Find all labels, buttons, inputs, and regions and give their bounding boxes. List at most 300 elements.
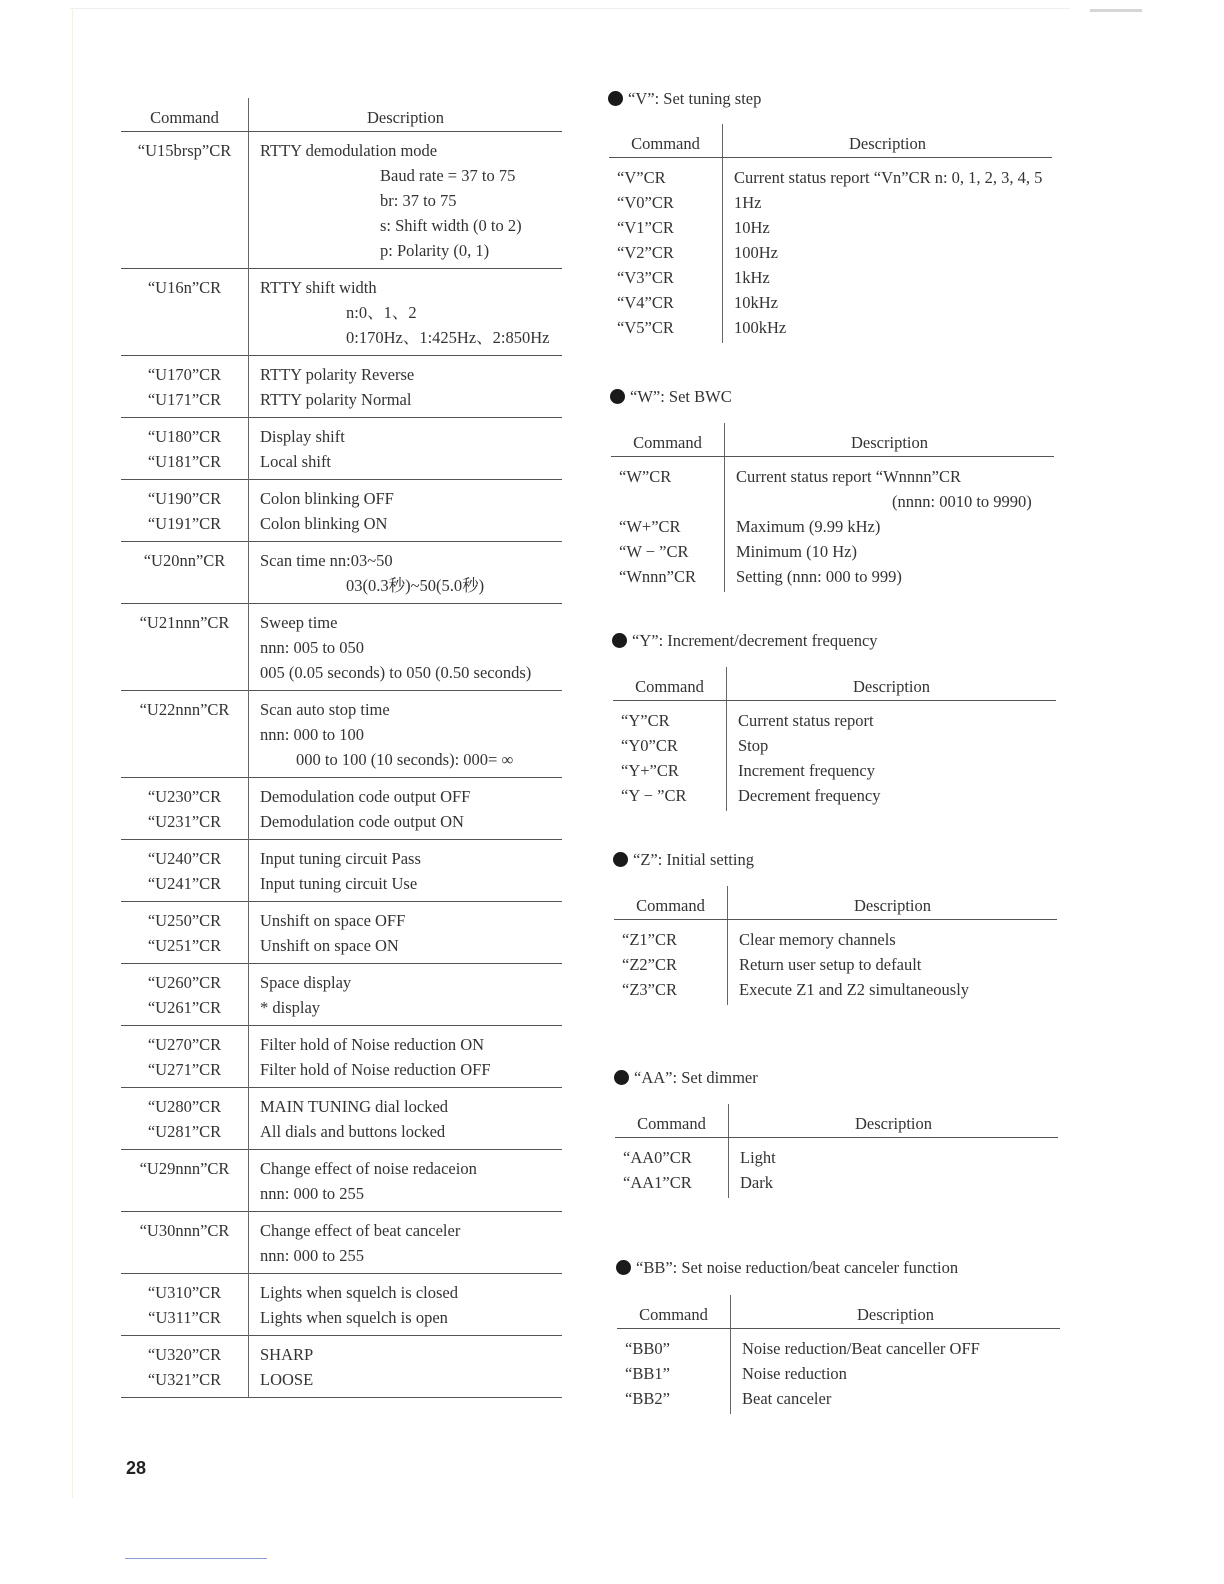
table-row (121, 747, 562, 778)
description-cell (249, 300, 563, 325)
command-cell (121, 356, 249, 388)
section-title-v (608, 89, 761, 109)
section-table-w (611, 423, 1054, 592)
description-line: LOOSE (260, 1370, 314, 1389)
command-group (121, 691, 562, 778)
command-code: “V5”CR (617, 318, 674, 337)
command-cell (611, 564, 725, 592)
command-group (121, 1088, 562, 1150)
header-row (609, 124, 1052, 158)
description-cell (723, 158, 1053, 191)
command-cell (615, 1138, 729, 1171)
table-row (613, 701, 1056, 734)
description-line: 000 to 100 (10 seconds): 000= ∞ (296, 750, 514, 769)
description-cell (723, 240, 1053, 265)
description-line: Decrement frequency (738, 786, 881, 805)
column-header-command: Command (617, 1295, 731, 1329)
command-cell (121, 1057, 249, 1088)
table-row (121, 871, 562, 902)
table-body (609, 158, 1052, 344)
description-cell (729, 1170, 1059, 1198)
table-row (121, 1119, 562, 1150)
command-code: “U231”CR (147, 812, 222, 831)
header-row (614, 886, 1057, 920)
description-line: Filter hold of Noise reduction ON (260, 1035, 485, 1054)
column-header-command: Command (609, 124, 723, 158)
table-header (613, 667, 1056, 701)
command-cell (121, 1088, 249, 1120)
command-cell (121, 747, 249, 778)
command-cell (614, 920, 728, 953)
description-line: 1Hz (734, 193, 762, 212)
section-table-z (614, 886, 1057, 1005)
command-code: “U310”CR (147, 1283, 222, 1302)
command-group (121, 132, 562, 269)
command-code: “BB0” (625, 1339, 670, 1358)
description-cell (249, 542, 563, 574)
command-cell (121, 1305, 249, 1336)
description-line: RTTY polarity Reverse (260, 365, 415, 384)
command-code: “U30nnn”CR (139, 1221, 230, 1240)
description-line: Current status report “Vn”CR n: 0, 1, 2, 3, 4, 5 (734, 168, 1043, 187)
table-row (121, 1026, 562, 1058)
description-cell (249, 691, 563, 723)
table-row (121, 1367, 562, 1398)
command-cell (613, 701, 727, 734)
command-cell (121, 511, 249, 542)
table-row (609, 315, 1052, 343)
table-row (609, 158, 1052, 191)
description-line: Filter hold of Noise reduction OFF (260, 1060, 491, 1079)
section-table-bb (617, 1295, 1060, 1414)
command-code: “U21nnn”CR (139, 613, 230, 632)
table-row (121, 778, 562, 810)
table-row (121, 418, 562, 450)
command-code: “U260”CR (147, 973, 222, 992)
table-body (615, 1138, 1058, 1199)
command-code: “U240”CR (147, 849, 222, 868)
command-cell (615, 1170, 729, 1198)
section-table-v (609, 124, 1052, 343)
description-cell (249, 1367, 563, 1398)
description-cell (731, 1329, 1061, 1362)
command-group (121, 1212, 562, 1274)
command-cell (121, 163, 249, 188)
description-line: Lights when squelch is open (260, 1308, 448, 1327)
description-cell (249, 902, 563, 934)
table-row (609, 240, 1052, 265)
table-row (121, 1243, 562, 1274)
description-line: br: 37 to 75 (380, 191, 457, 210)
command-cell (121, 691, 249, 723)
table-row (121, 1181, 562, 1212)
command-cell (609, 190, 723, 215)
description-line: RTTY polarity Normal (260, 390, 412, 409)
command-code: “BB2” (625, 1389, 670, 1408)
command-cell (121, 635, 249, 660)
command-cell (614, 952, 728, 977)
table-row (613, 758, 1056, 783)
description-line: Maximum (9.99 kHz) (736, 517, 881, 536)
command-code: “V4”CR (617, 293, 674, 312)
command-group (121, 604, 562, 691)
section-title-z (613, 850, 754, 870)
column-header-description: Description (728, 886, 1058, 920)
description-line: Sweep time (260, 613, 338, 632)
command-group (121, 1274, 562, 1336)
description-line: Lights when squelch is closed (260, 1283, 458, 1302)
table-row (121, 722, 562, 747)
bullet-icon (610, 389, 625, 404)
description-line: 1kHz (734, 268, 770, 287)
column-header-description: Description (729, 1104, 1059, 1138)
description-cell (723, 315, 1053, 343)
column-header-description: Description (249, 98, 563, 132)
command-code: “Z1”CR (622, 930, 677, 949)
description-line: Baud rate = 37 to 75 (380, 166, 516, 185)
section-table-y (613, 667, 1056, 811)
table-row (121, 356, 562, 388)
description-line: Unshift on space ON (260, 936, 399, 955)
command-code: “U281”CR (147, 1122, 222, 1141)
description-line: Increment frequency (738, 761, 875, 780)
command-code: “W”CR (619, 467, 672, 486)
command-group (121, 778, 562, 840)
description-line: * display (260, 998, 321, 1017)
description-line: nnn: 000 to 255 (260, 1184, 365, 1203)
table-row (615, 1170, 1058, 1198)
description-line: RTTY demodulation mode (260, 141, 438, 160)
table-row (121, 933, 562, 964)
description-cell (249, 213, 563, 238)
command-cell (613, 783, 727, 811)
table-body (614, 920, 1057, 1006)
command-code: “Y”CR (621, 711, 670, 730)
table-row (611, 564, 1054, 592)
table-row (121, 511, 562, 542)
command-code: “V”CR (617, 168, 666, 187)
description-line: Clear memory channels (739, 930, 896, 949)
description-cell (249, 1336, 563, 1368)
command-cell (121, 188, 249, 213)
section-title-y (612, 631, 878, 651)
command-code: “U270”CR (147, 1035, 222, 1054)
command-group (121, 902, 562, 964)
description-line: RTTY shift width (260, 278, 377, 297)
column-header-command: Command (613, 667, 727, 701)
command-cell (121, 213, 249, 238)
column-header-command: Command (121, 98, 249, 132)
description-cell (723, 290, 1053, 315)
description-cell (249, 387, 563, 418)
command-cell (121, 1181, 249, 1212)
section-title-text: “W”: Set BWC (630, 387, 732, 406)
command-cell (609, 215, 723, 240)
command-group (121, 542, 562, 604)
description-line: 03(0.3秒)~50(5.0秒) (346, 576, 485, 595)
command-cell (121, 722, 249, 747)
description-cell (249, 635, 563, 660)
table-row (121, 840, 562, 872)
column-header-command: Command (611, 423, 725, 457)
description-line: nnn: 000 to 255 (260, 1246, 365, 1265)
description-cell (731, 1386, 1061, 1414)
header-row (615, 1104, 1058, 1138)
column-header-description: Description (723, 124, 1053, 158)
command-cell (611, 514, 725, 539)
description-cell (249, 604, 563, 636)
description-cell (727, 701, 1057, 734)
table-row (614, 952, 1057, 977)
column-header-command: Command (615, 1104, 729, 1138)
description-line: Return user setup to default (739, 955, 922, 974)
command-cell (121, 269, 249, 301)
command-code: “Y − ”CR (621, 786, 687, 805)
command-group (121, 356, 562, 418)
description-line: Demodulation code output ON (260, 812, 464, 831)
command-cell (617, 1329, 731, 1362)
command-cell (121, 604, 249, 636)
table-row (617, 1329, 1060, 1362)
command-cell (121, 1243, 249, 1274)
description-line: Current status report (738, 711, 874, 730)
description-line: s: Shift width (0 to 2) (380, 216, 522, 235)
bullet-icon (616, 1260, 631, 1275)
command-code: “Y+”CR (621, 761, 679, 780)
table-row (121, 480, 562, 512)
description-cell (723, 190, 1053, 215)
description-cell (249, 511, 563, 542)
command-cell (613, 733, 727, 758)
command-cell (121, 1150, 249, 1182)
command-cell (617, 1361, 731, 1386)
table-row (121, 573, 562, 604)
section-title-text: “V”: Set tuning step (628, 89, 762, 108)
table-row (617, 1361, 1060, 1386)
command-cell (121, 542, 249, 574)
command-cell (121, 300, 249, 325)
description-line: Unshift on space OFF (260, 911, 406, 930)
description-line: Beat canceler (742, 1389, 832, 1408)
command-code: “U250”CR (147, 911, 222, 930)
page-number: 28 (126, 1458, 147, 1478)
description-line: (nnnn: 0010 to 9990) (892, 492, 1032, 511)
description-line: n:0、1、2 (346, 303, 417, 322)
description-line: Input tuning circuit Pass (260, 849, 421, 868)
description-cell (249, 163, 563, 188)
command-cell (611, 539, 725, 564)
table-row (121, 1336, 562, 1368)
description-line: Space display (260, 973, 352, 992)
description-cell (249, 188, 563, 213)
table-row (121, 1274, 562, 1306)
description-cell (249, 356, 563, 388)
u-command-table (121, 98, 562, 1398)
description-cell (725, 564, 1055, 592)
command-group (121, 480, 562, 542)
description-cell (728, 952, 1058, 977)
scan-corner-mark (1090, 9, 1142, 12)
command-cell (121, 871, 249, 902)
command-code: “U271”CR (147, 1060, 222, 1079)
command-group (121, 1026, 562, 1088)
command-cell (121, 902, 249, 934)
bullet-icon (608, 91, 623, 106)
description-line: Scan auto stop time (260, 700, 390, 719)
command-code: “W − ”CR (619, 542, 689, 561)
table-row (121, 325, 562, 356)
description-cell (249, 238, 563, 269)
table-body (613, 701, 1056, 812)
description-line: Demodulation code output OFF (260, 787, 471, 806)
command-cell (121, 840, 249, 872)
description-cell (249, 722, 563, 747)
column-header-description: Description (727, 667, 1057, 701)
table-body (617, 1329, 1060, 1415)
table-row (121, 1212, 562, 1244)
command-cell (609, 265, 723, 290)
section-title-text: “AA”: Set dimmer (634, 1068, 758, 1087)
description-line: Local shift (260, 452, 332, 471)
table-row (121, 902, 562, 934)
command-cell (121, 1274, 249, 1306)
table-row (611, 457, 1054, 515)
description-cell (727, 733, 1057, 758)
table-row (121, 635, 562, 660)
description-cell (723, 265, 1053, 290)
description-line: Stop (738, 736, 769, 755)
command-code: “U280”CR (147, 1097, 222, 1116)
bullet-icon (614, 1070, 629, 1085)
description-line: All dials and buttons locked (260, 1122, 446, 1141)
description-cell (729, 1138, 1059, 1171)
table-header (609, 124, 1052, 158)
command-code: “AA1”CR (623, 1173, 692, 1192)
command-code: “W+”CR (619, 517, 681, 536)
command-code: “U15brsp”CR (137, 141, 232, 160)
column-header-description: Description (725, 423, 1055, 457)
table-row (121, 964, 562, 996)
column-header-command: Command (614, 886, 728, 920)
command-cell (121, 132, 249, 164)
description-line: MAIN TUNING dial locked (260, 1097, 449, 1116)
description-line: SHARP (260, 1345, 314, 1364)
description-line: Colon blinking ON (260, 514, 388, 533)
description-cell (249, 1026, 563, 1058)
table-row (121, 132, 562, 164)
table-row (613, 783, 1056, 811)
command-code: “U320”CR (147, 1345, 222, 1364)
description-cell (249, 1305, 563, 1336)
command-code: “U311”CR (148, 1308, 221, 1327)
description-line: 0:170Hz、1:425Hz、2:850Hz (346, 328, 550, 347)
command-code: “U261”CR (147, 998, 222, 1017)
description-line: Minimum (10 Hz) (736, 542, 857, 561)
section-title-bb (616, 1258, 958, 1278)
command-code: “U16n”CR (147, 278, 222, 297)
description-line: 100Hz (734, 243, 778, 262)
description-cell (249, 964, 563, 996)
section-title-text: “Z”: Initial setting (633, 850, 754, 869)
table-row (609, 215, 1052, 240)
description-cell (725, 514, 1055, 539)
description-line: Scan time nn:03~50 (260, 551, 393, 570)
command-group (121, 1150, 562, 1212)
header-row (617, 1295, 1060, 1329)
description-line: p: Polarity (0, 1) (380, 241, 490, 260)
command-cell (121, 387, 249, 418)
table-body (611, 457, 1054, 593)
description-cell (249, 480, 563, 512)
bullet-icon (613, 852, 628, 867)
table-row (121, 1088, 562, 1120)
command-cell (121, 809, 249, 840)
command-cell (609, 315, 723, 343)
description-line: nnn: 000 to 100 (260, 725, 365, 744)
description-line: 10kHz (734, 293, 778, 312)
table-row (609, 290, 1052, 315)
command-code: “U180”CR (147, 427, 222, 446)
description-cell (249, 1057, 563, 1088)
description-line: Colon blinking OFF (260, 489, 394, 508)
section-title-text: “BB”: Set noise reduction/beat canceler function (636, 1258, 959, 1277)
command-code: “BB1” (625, 1364, 670, 1383)
description-line: Dark (740, 1173, 773, 1192)
command-code: “Wnnn”CR (619, 567, 696, 586)
command-cell (611, 457, 725, 515)
command-cell (121, 964, 249, 996)
description-cell (249, 778, 563, 810)
table-row (609, 190, 1052, 215)
description-cell (249, 660, 563, 691)
command-code: “U181”CR (147, 452, 222, 471)
description-cell (249, 809, 563, 840)
table-row (121, 1305, 562, 1336)
description-cell (728, 977, 1058, 1005)
column-header-description: Description (731, 1295, 1061, 1329)
table-row (611, 539, 1054, 564)
command-code: “Z2”CR (622, 955, 677, 974)
description-cell (249, 1150, 563, 1182)
table-row (121, 1150, 562, 1182)
description-cell (249, 1243, 563, 1274)
table-row (614, 920, 1057, 953)
table-header (615, 1104, 1058, 1138)
command-cell (121, 1026, 249, 1058)
description-cell (249, 269, 563, 301)
table-row (121, 188, 562, 213)
command-cell (609, 158, 723, 191)
table-row (121, 387, 562, 418)
table-row (609, 265, 1052, 290)
page-top-edge (70, 8, 1070, 9)
command-cell (613, 758, 727, 783)
description-line: Display shift (260, 427, 345, 446)
table-row (121, 449, 562, 480)
table-row (121, 1057, 562, 1088)
description-cell (249, 840, 563, 872)
description-cell (727, 758, 1057, 783)
table-row (121, 604, 562, 636)
command-group (121, 964, 562, 1026)
description-line: 005 (0.05 seconds) to 050 (0.50 seconds) (260, 663, 532, 682)
description-line: Noise reduction (742, 1364, 847, 1383)
page-left-edge (72, 8, 73, 1498)
table-header (611, 423, 1054, 457)
command-code: “Y0”CR (621, 736, 678, 755)
command-cell (121, 660, 249, 691)
command-cell (121, 1336, 249, 1368)
